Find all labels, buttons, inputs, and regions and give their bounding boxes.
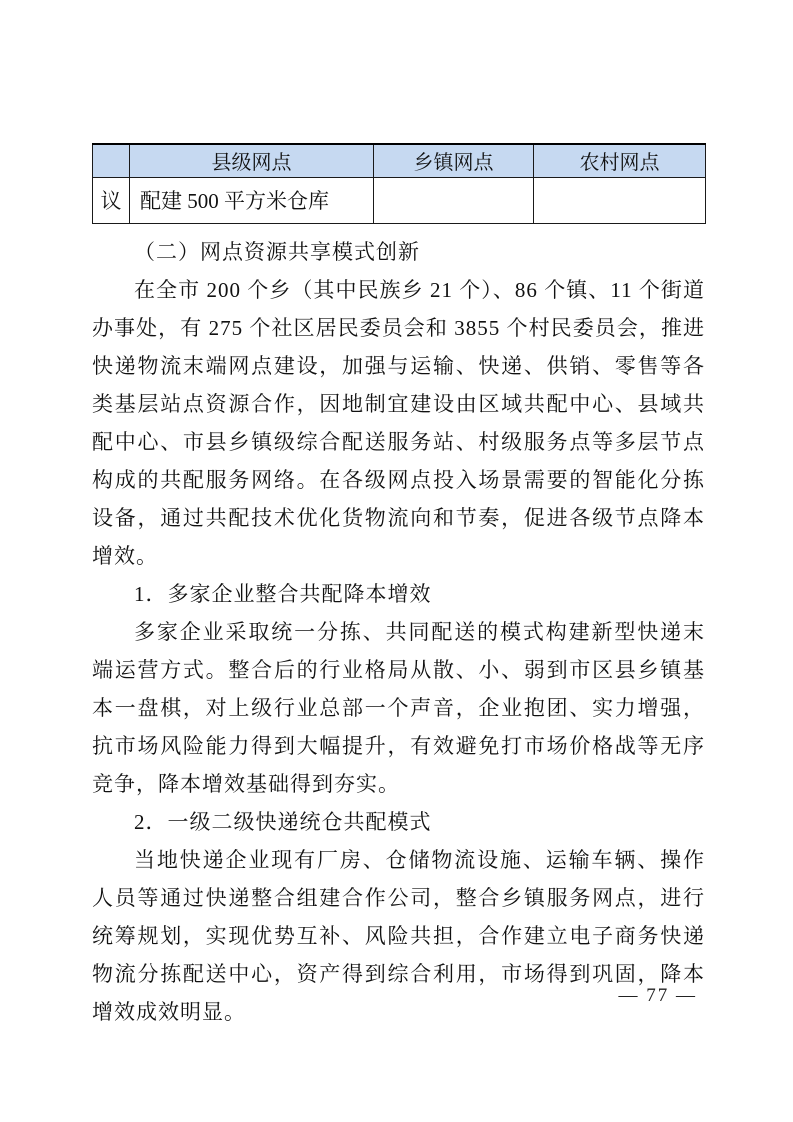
page-number: — 77 — xyxy=(618,985,697,1006)
body: 多家企业采取统一分拣、共同配送的模式构建新型快递末端运营方式。整合后的行业格局从散、小、弱到市区县乡镇基本一盘棋，对上级行业总部一个声音，企业抱团、实力增强，抗市场风险能力得到大幅提升，有效避免打市场价格战等无序竞争，降本增效基础得到夯实。 xyxy=(92,619,705,796)
sub-heading: 2．一级二级快递统仓共配模式 xyxy=(134,809,432,834)
document-body xyxy=(92,233,705,1031)
section-heading: （二）网点资源共享模式创新 xyxy=(134,239,420,264)
table-header-blank xyxy=(93,144,130,177)
body: 当地快递企业现有厂房、仓储物流设施、运输车辆、操作人员等通过快递整合组建合作公司，整合乡镇服务网点，进行统筹规划，实现优势互补、风险共担，合作建立电子商务快递物流分拣配送中心，资产得到综合利用，市场得到巩固，降本增效成效明显。 xyxy=(92,847,705,1024)
table-cell-row-label: 议 xyxy=(93,177,130,223)
sub-heading: 1．多家企业整合共配降本增效 xyxy=(134,581,432,606)
network-points-table xyxy=(92,143,706,224)
table-cell-township-value xyxy=(374,177,534,223)
body: 在全市 200 个乡（其中民族乡 21 个）、86 个镇、11 个街道办事处，有 275 个社区居民委员会和 3855 个村民委员会，推进快递物流末端网点建设，加强与运输、快递、供销、零售等各类基层站点资源合作，因地制宜建设由区域共配中心、县域共配中心、市县乡镇级综合配送服务站、村级服务点等多层节点构成的共配服务网络。在各级网点投入场景需要的智能化分拣设备，通过共配技术优化货物流向和节奏，促进各级节点降本增效。 xyxy=(92,277,705,568)
table-header-village: 农村网点 xyxy=(534,144,706,177)
document-content xyxy=(92,143,705,1031)
table-cell-village-value xyxy=(534,177,706,223)
table-header-county: 县级网点 xyxy=(130,144,374,177)
table-header-township: 乡镇网点 xyxy=(374,144,534,177)
table-row xyxy=(93,177,706,223)
table-header-row xyxy=(93,144,706,177)
table-cell-county-value: 配建 500 平方米仓库 xyxy=(130,177,374,223)
